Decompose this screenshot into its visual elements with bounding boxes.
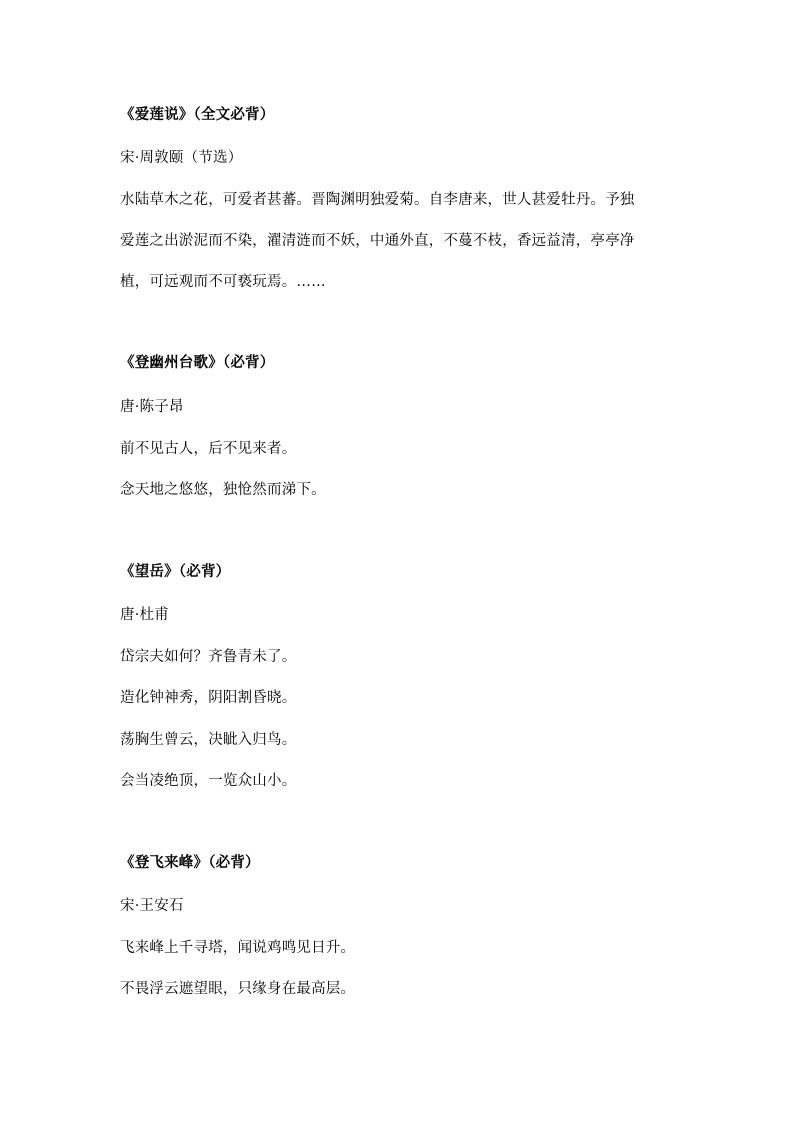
text-line: 前不见古人，后不见来者。 (120, 441, 297, 457)
text-line: 水陆草木之花，可爱者甚蕃。晋陶渊明独爱菊。自李唐来，世人甚爱牡丹。予独 (120, 192, 635, 208)
text-line: 荡胸生曾云，决眦入归鸟。 (120, 732, 297, 748)
text-line: 会当凌绝顶，一览众山小。 (120, 773, 297, 789)
section-author: 宋·周敦颐（节选） (120, 150, 243, 166)
section-title: 《爱莲说》（全文必背） (120, 107, 275, 123)
text-line: 造化钟神秀，阴阳割昏晓。 (120, 690, 297, 706)
section-author: 唐·陈子昂 (120, 399, 184, 415)
text-line: 植，可远观而不可亵玩焉。…… (120, 274, 326, 290)
text-line: 爱莲之出淤泥而不染，濯清涟而不妖，中通外直，不蔓不枝，香远益清，亭亭净 (120, 233, 635, 249)
section-title: 《望岳》（必背） (120, 564, 231, 580)
text-line: 岱宗夫如何？齐鲁青未了。 (120, 649, 297, 665)
text-line: 念天地之悠悠，独怆然而涕下。 (120, 482, 326, 498)
text-line: 飞来峰上千寻塔，闻说鸡鸣见日升。 (120, 940, 356, 956)
section-author: 宋·王安石 (120, 898, 184, 914)
section-title: 《登幽州台歌》（必背） (120, 355, 275, 371)
section-title: 《登飞来峰》（必背） (120, 855, 260, 871)
section-author: 唐·杜甫 (120, 607, 169, 623)
text-line: 不畏浮云遮望眼，只缘身在最高层。 (120, 981, 356, 997)
